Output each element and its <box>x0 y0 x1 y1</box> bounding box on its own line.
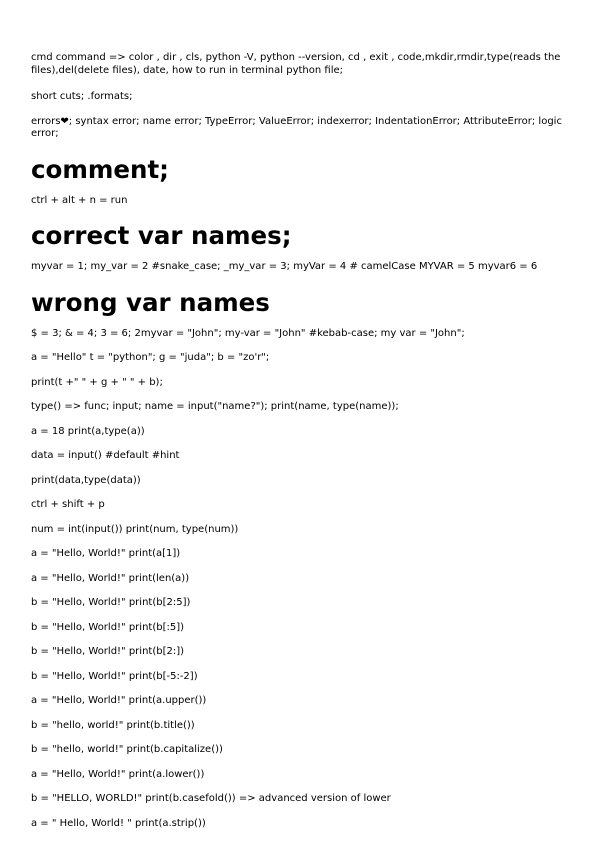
comment-heading: comment; <box>31 154 169 184</box>
code-line: print(t +" " + g + " " + b); <box>31 376 163 388</box>
code-line: num = int(input()) print(num, type(num)) <box>31 523 239 535</box>
code-line: type() => func; input; name = input("name?"); print(name, type(name)); <box>31 401 399 412</box>
wrong-var-names-heading: wrong var names <box>31 287 270 317</box>
cmd-commands-paragraph: cmd command => color , dir , cls, python -V, python --version, cd , exit , code,mkdir,rmdir,type(reads the files),del(delete files), date, how to run in terminal python file; <box>31 52 561 76</box>
code-line: ctrl + shift + p <box>31 499 105 510</box>
correct-var-names-paragraph: myvar = 1; my_var = 2 #snake_case; _my_var = 3; myVar = 4 # camelCase MYVAR = 5 myvar6 = 6 <box>31 261 538 272</box>
code-line: a = "Hello" t = "python"; g = "juda"; b = "zo'r"; <box>31 352 270 363</box>
document-page <box>31 52 571 842</box>
code-line: b = "Hello, World!" print(b[2:5]) <box>31 597 191 608</box>
code-line: b = "hello, world!" print(b.capitalize()) <box>31 744 223 755</box>
code-lines-list <box>31 328 571 831</box>
code-line: a = "Hello, World!" print(a.upper()) <box>31 695 207 706</box>
code-line: print(data,type(data)) <box>31 474 141 486</box>
code-line: data = input() #default #hint <box>31 450 180 461</box>
shortcuts-paragraph: short cuts; .formats; <box>31 91 133 102</box>
code-line: a = "Hello, World!" print(len(a)) <box>31 572 190 584</box>
code-line: a = 18 print(a,type(a)) <box>31 425 145 437</box>
code-line: b = "hello, world!" print(b.title()) <box>31 719 195 731</box>
code-line: b = "Hello, World!" print(b[2:]) <box>31 646 185 657</box>
code-line: $ = 3; & = 4; 3 = 6; 2myvar = "John"; my-var = "John" #kebab-case; my var = "John"; <box>31 327 465 339</box>
code-line: a = " Hello, World! " print(a.strip()) <box>31 817 206 829</box>
code-line: a = "Hello, World!" print(a.lower()) <box>31 768 205 780</box>
code-line: b = "Hello, World!" print(b[:5]) <box>31 621 185 633</box>
comment-paragraph: ctrl + alt + n = run <box>31 194 128 206</box>
code-line: b = "HELLO, WORLD!" print(b.casefold()) => advanced version of lower <box>31 793 391 804</box>
errors-paragraph: errors❤; syntax error; name error; TypeError; ValueError; indexerror; IndentationError; AttributeError; logic error; <box>31 115 562 139</box>
code-line: a = "Hello, World!" print(a[1]) <box>31 548 181 559</box>
correct-var-names-heading: correct var names; <box>31 221 292 250</box>
code-line: b = "Hello, World!" print(b[-5:-2]) <box>31 670 198 682</box>
